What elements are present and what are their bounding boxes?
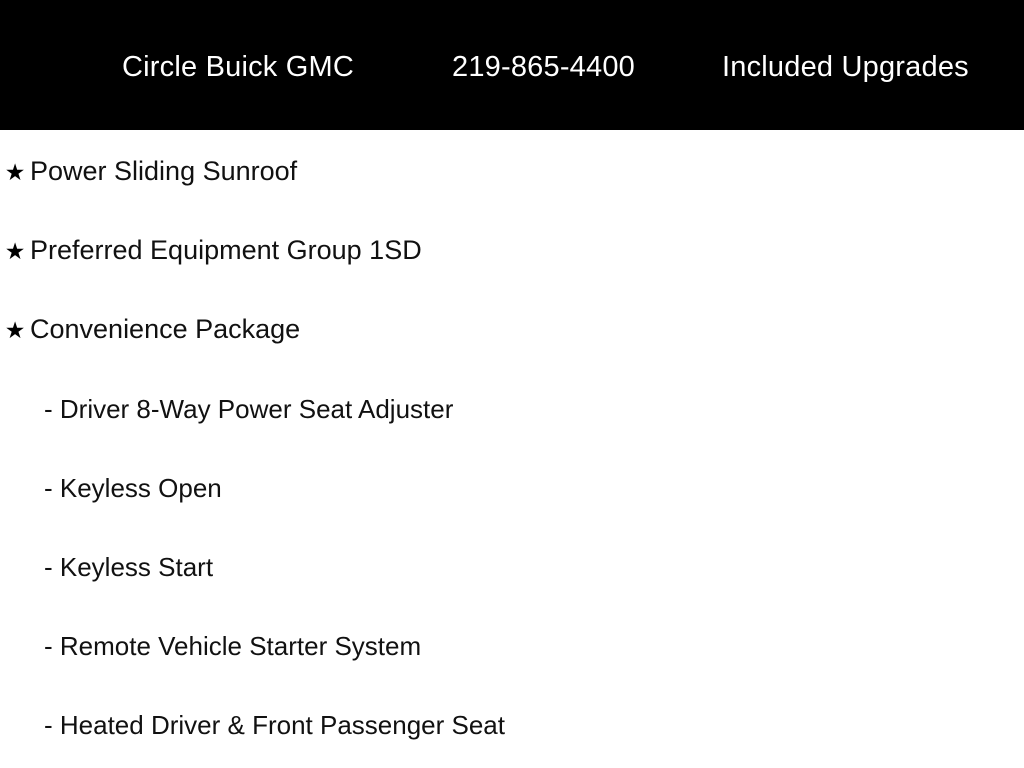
upgrade-sub-item (44, 712, 505, 739)
star-icon: ★ (4, 317, 26, 343)
upgrade-item (0, 316, 300, 343)
upgrade-item-label: Preferred Equipment Group 1SD (30, 235, 422, 265)
upgrade-sub-item (44, 554, 213, 581)
upgrade-sub-item (44, 475, 222, 502)
dealer-phone: 219-865-4400 (452, 51, 635, 83)
dealer-name: Circle Buick GMC (122, 51, 354, 83)
upgrade-sub-item-label: - Heated Driver & Front Passenger Seat (44, 710, 505, 740)
upgrade-item (0, 158, 297, 185)
page-title: Included Upgrades (722, 51, 969, 83)
upgrade-item-label: Convenience Package (30, 314, 301, 344)
upgrades-list (0, 130, 1024, 768)
upgrade-sub-item-label: - Keyless Open (44, 473, 222, 503)
star-icon: ★ (4, 159, 26, 185)
upgrade-item (0, 237, 422, 264)
upgrade-sub-item-label: - Driver 8-Way Power Seat Adjuster (44, 394, 454, 424)
upgrade-item-label: Power Sliding Sunroof (30, 156, 298, 186)
upgrade-sub-item (44, 396, 453, 423)
star-icon: ★ (4, 238, 26, 264)
header-bar (0, 0, 1024, 130)
upgrade-sub-item-label: - Remote Vehicle Starter System (44, 631, 422, 661)
upgrade-sub-item-label: - Keyless Start (44, 552, 214, 582)
upgrade-sub-item (44, 633, 421, 660)
